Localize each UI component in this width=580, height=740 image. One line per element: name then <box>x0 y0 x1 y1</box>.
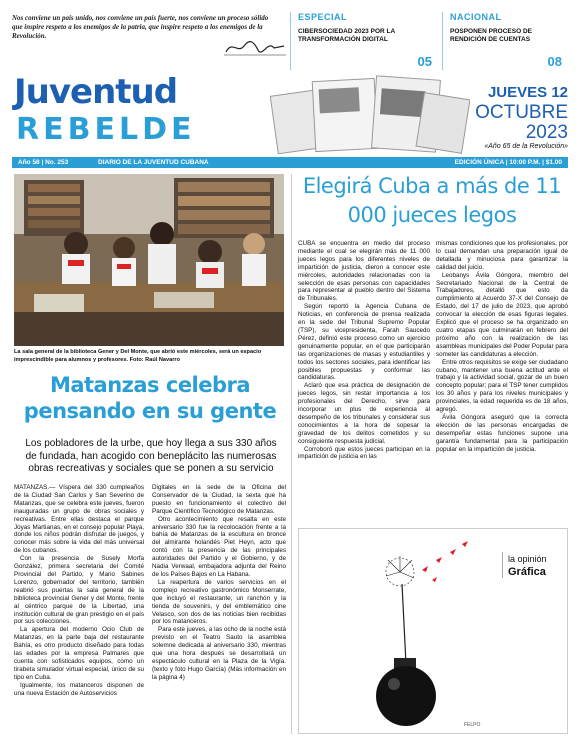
lead-headline[interactable]: Matanzas celebra pensando en su gente <box>23 373 277 423</box>
cartoon-credit: FELPO <box>464 722 481 728</box>
info-band <box>12 157 568 168</box>
library-photo <box>14 174 284 346</box>
paragraph: La reapertura de varios servicios en el complejo recreativo gastronómico Monserrate, que incluyó el restaurante, un ranchón y la tienda de souvenirs, y del emblemático cine Velasco, son dos de las noticias bien recibidas por los matanceros. <box>152 578 286 626</box>
paragraph: mismas condiciones que los profesionales, por lo cual demandan una preparación igual de detallada y minuciosa para garantizar la calidad del juicio. <box>436 240 568 271</box>
second-column-2 <box>436 240 568 453</box>
second-headline[interactable]: Elegirá Cuba a más de 11 000 jueces legos <box>302 174 562 227</box>
paragraph: Leobanys Ávila Góngora, miembro del Secretariado Nacional de la Central de Trabajadores, detalló que esto da cumplimiento al Acuerdo 37-X del Consejo de Estado, del 17 de julio de 2023, que aprobó convocar la elección de esas figuras legales. Explicó que el proceso se ha organizado en cuatro etapas que culminarán en febrero del próximo año con la realización de las asambleas municipales del Poder Popular para someter las candidaturas a elección. <box>436 271 568 358</box>
bomb-cartoon <box>312 532 492 730</box>
teaser-page: 05 <box>417 54 432 69</box>
logo-juventud: Juventud <box>14 72 178 112</box>
teaser-especial[interactable] <box>298 12 438 70</box>
lead-column-2 <box>152 484 286 682</box>
teaser-nacional[interactable] <box>450 12 568 70</box>
teaser-text: CIBERSOCIEDAD 2023 POR LA TRANSFORMACIÓN DIGITAL <box>298 28 395 43</box>
paragraph: Según reportó la Agencia Cubana de Noticias, en conferencia de prensa realizada en la sede del Tribunal Supremo Popular (TSP), su vicepresidenta, Farah Saucedo Pérez, definió este proceso como un ejercicio genuinamente popular, en el que participarán las organizaciones de masas y estudiantiles y todos los sectores sociales, para identificar las posibles propuestas y conformar las candidaturas. <box>298 303 430 382</box>
paragraph: Ávila Góngora aseguró que la correcta elección de las personas encargadas de desempeñar estas funciones supone una garantía fundamental para la participación popular en la impartición de justicia. <box>436 413 568 453</box>
paragraph: MATANZAS.— Víspera del 330 cumpleaños de la Ciudad San Carlos y San Severino de Matanzas, que se celebra este jueves, fueron inauguradas un grupo de obras sociales y recreativas. Entre ellas destaca el parque Joyas Martianas, en el consejo popular Playa, donde los niños podrán disfrutar de juegos, y conocer más sobre la vida del más universal de los cubanos. <box>14 484 144 555</box>
paragraph: CUBA se encuentra en medio del proceso mediante el cual se elegirán más de 11 000 jueces legos para los diferentes niveles de impartición de justicia, dieron a conocer este miércoles, autoridades relacionadas con la selección de esas personas con capacidades para representar al pueblo dentro del Sistema de Tribunales. <box>298 240 430 303</box>
edition-info: EDICIÓN ÚNICA | 10:00 P.M. | $1.00 <box>454 159 562 166</box>
paragraph: Entre otros requisitos se exige ser ciudadano cubano, mantener una buena actitud ante el trabajo y la actividad social, gozar de un buen concepto popular; para el TSP tener cumplidos los 30 años y para los niveles municipales y provinciales, la edad requerida es de 18 años, agregó. <box>436 358 569 414</box>
teaser-page: 08 <box>547 54 562 69</box>
signature-mark <box>224 36 286 58</box>
date-month: OCTUBRE <box>475 102 568 123</box>
date-weekday: JUEVES 12 <box>487 84 568 101</box>
paragraph: Corroboró que estos jueces participan en la impartición de justicia en las <box>298 445 430 461</box>
paragraph: Aclaró que esa práctica de designación de jueces legos, sin restar importancia a los profesionales del Derecho, sirve para incorporar un plus de experiencia al desempeño de los tribunales y considerar sus conocimientos a la hora de sopesar la gravedad de los delitos cometidos y su consiguiente respuesta judicial. <box>298 382 430 445</box>
teaser-text: POSPONEN PROCESO DE RENDICIÓN DE CUENTAS <box>450 28 532 43</box>
teaser-label: ESPECIAL <box>298 12 348 22</box>
paragraph: Igualmente, los matanceros disponen de una nueva Estación de Autoservicios <box>14 681 144 697</box>
issue-number: Año 58 | No. 253 <box>18 159 69 166</box>
paragraph: Con la presencia de Susely Morfa González, primera secretaria del Comité Provincial del Partido, y Mario Sabines Lorenzo, gobernador del territorio, también reabrió sus puertas la sala general de la biblioteca provincial Gener y del Monte, frente al céntrico parque de la Libertad, una institución cultural de gran prestigio en el país por sus colecciones. <box>14 555 144 626</box>
bomb-icon <box>376 666 436 726</box>
opinion-label-grafica: Gráfica <box>508 566 546 578</box>
paragraph: La apertura del moderno Ocio Club de Matanzas, en la parte baja del restaurante Bahía, es otro producto diseñado para todas las edades por la empresa Palmares que cuenta con sofisticados equipos, como un tirabeta simulador virtual especial, único de su tipo en Cuba. <box>14 626 144 681</box>
paragraph: Digitales en la sede de la Oficina del Conservador de la Ciudad, la sexta que ha puesto en funcionamiento el colectivo del Parque Científico Tecnológico de Matanzas. <box>152 484 286 515</box>
lead-column-1 <box>14 484 144 697</box>
photo-caption: La sala general de la biblioteca Gener y Del Monte, que abrió este miércoles, será un espacio imprescindible para alumnos y profesores. Foto: Raúl Navarro <box>14 349 262 363</box>
teaser-label: NACIONAL <box>450 12 502 22</box>
paragraph: Para este jueves, a las ocho de la noche está previsto en el Teatro Sauto la asamblea solemne dedicada al aniversario 330, mientras que una hora después se desarrollará un espectáculo cultural en la Plaza de la Vigía. (texto y foto Hugo García) (Más información en la página 4) <box>152 626 286 681</box>
date-year: 2023 <box>525 122 568 143</box>
logo-rebelde: REBELDE <box>16 112 196 147</box>
tagline: DIARIO DE LA JUVENTUD CUBANA <box>98 159 209 166</box>
paragraph: Otro acontecimiento que resalta en este aniversario 330 fue la recolocación frente a la bahía de Matanzas de la escultura en bronce del almirante holandés Piet Heyn, acto que contó con la presencia de las principales autoridades del Partido y el Gobierno, y de Nadia Verwaal, embajadora adjunta del Reino de los Países Bajos en La Habana. <box>152 515 286 578</box>
opinion-label: la opinión <box>508 554 547 564</box>
second-column-1 <box>298 240 430 461</box>
masthead-quote: Nos conviene un país unido, nos conviene un país fuerte, nos conviene un proceso sólido que inspire respeto a los enemigos de la patria, que inspire respeto a los enemigos de la Revolución. <box>12 14 269 40</box>
anniversary-note: «Año 65 de la Revolución» <box>484 143 568 150</box>
newspaper-stack-image <box>270 70 470 154</box>
lead-deck: Los pobladores de la urbe, que hoy llega a sus 330 años de fundada, han acogido con beneplácito las numerosas obras recreativas y sociales que se ponen a su servicio <box>25 438 277 474</box>
